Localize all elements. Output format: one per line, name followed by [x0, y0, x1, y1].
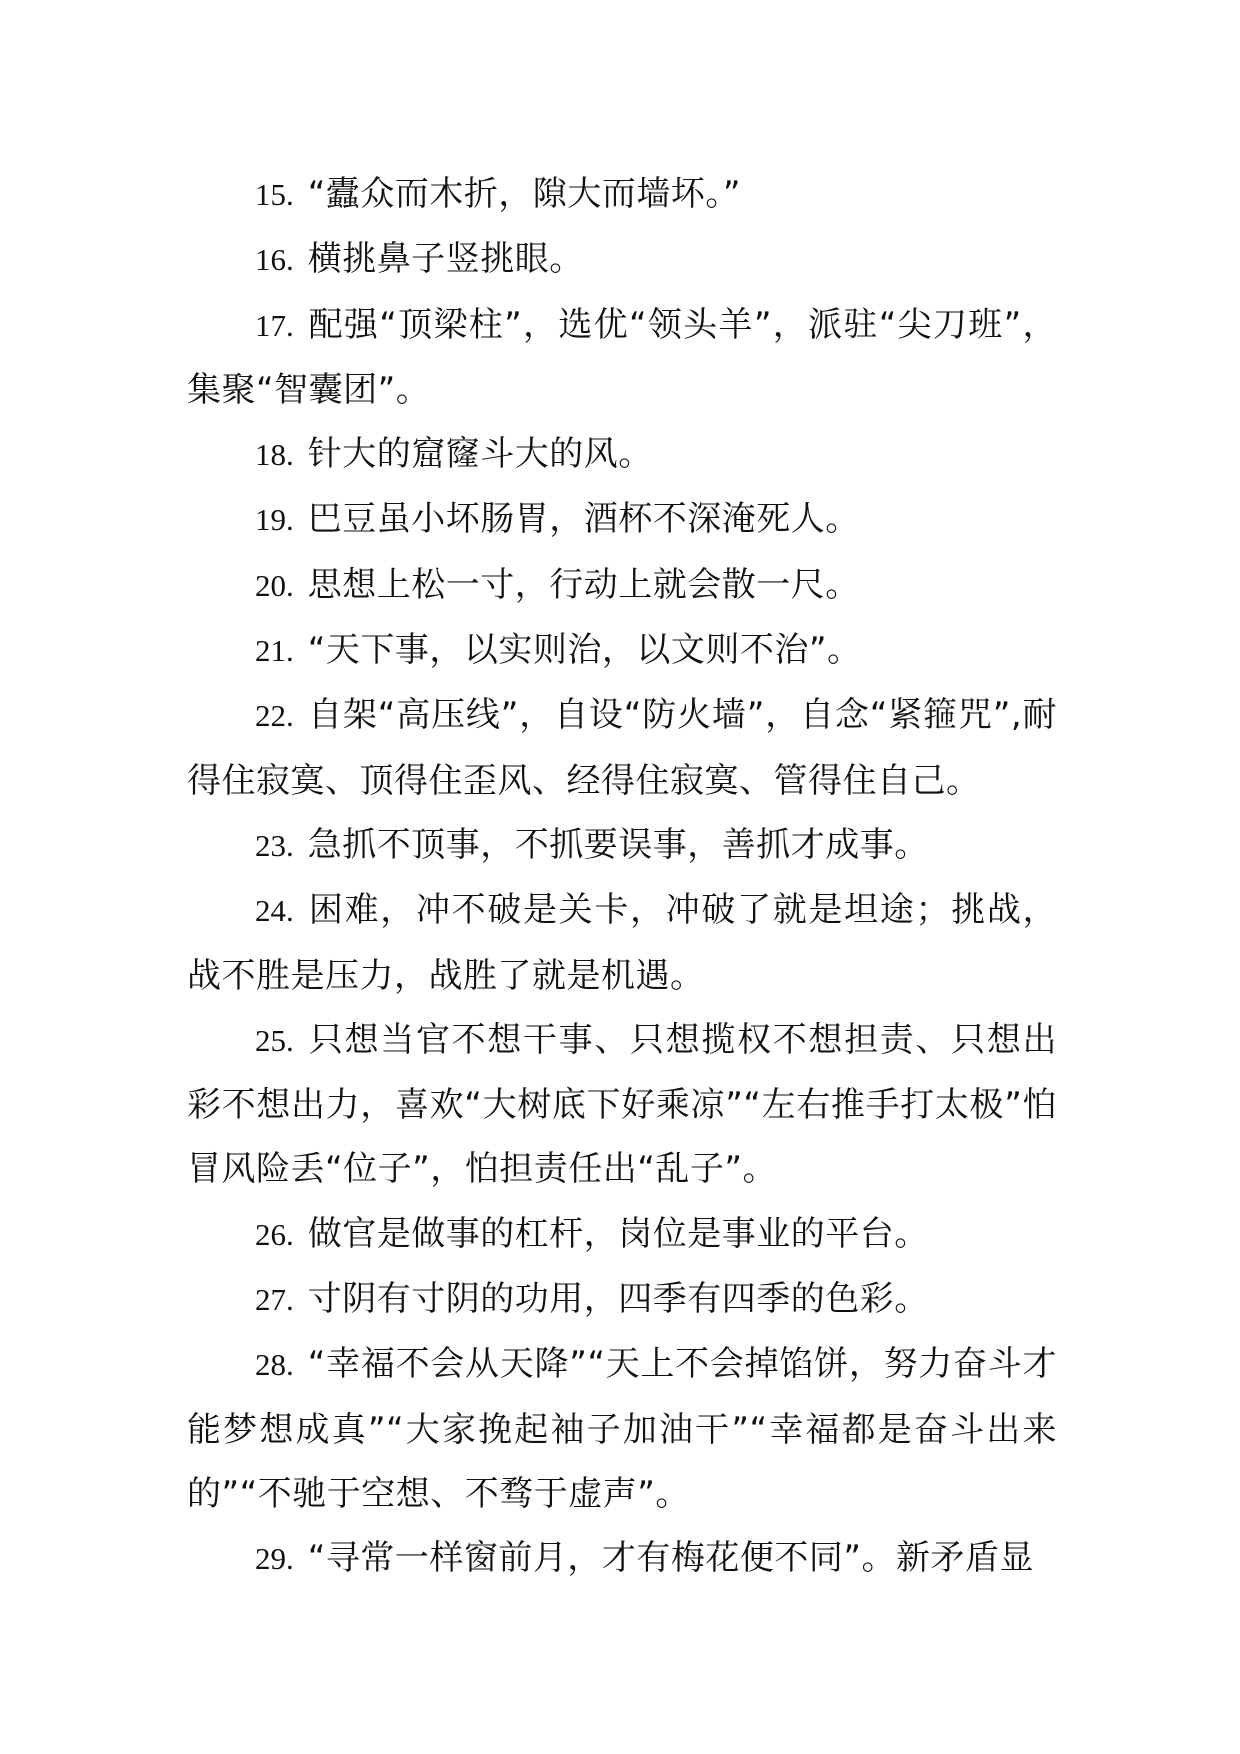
- list-item-29: [187, 1526, 1057, 1591]
- item-text: 急抓不顶事，不抓要误事，善抓才成事。: [307, 824, 929, 865]
- item-text: 自架“高压线”，自设“防火墙”，自念“紧箍咒”,耐得住寂寞、顶得住歪风、经得住寂寞、管得住自己。: [187, 695, 1057, 801]
- item-text: “幸福不会从天降”“天上不会掉馅饼，努力奋斗才能梦想成真”“大家挽起袖子加油干”“幸福都是奋斗出来的”“不驰于空想、不骛于虚声”。: [187, 1344, 1057, 1514]
- list-item-21: [187, 618, 1057, 683]
- item-text: 横挑鼻子竖挑眼。: [307, 239, 584, 280]
- list-item-19: [187, 487, 1057, 552]
- item-number: 15.: [255, 177, 294, 212]
- list-item-20: [187, 553, 1057, 618]
- item-text: “天下事，以实则治，以文则不治”。: [307, 630, 862, 671]
- item-text: 思想上松一寸，行动上就会散一尺。: [307, 564, 860, 605]
- list-item-23: [187, 813, 1057, 878]
- item-number: 27.: [255, 1282, 294, 1318]
- item-text: 巴豆虽小坏肠胃，酒杯不深淹死人。: [307, 499, 860, 540]
- item-text: 寸阴有寸阴的功用，四季有四季的色彩。: [307, 1279, 929, 1320]
- list-item-27: [187, 1267, 1057, 1332]
- item-number: 20.: [255, 567, 294, 603]
- document-body: [187, 162, 1057, 1592]
- item-number: 16.: [255, 242, 294, 278]
- item-text: 针大的窟窿斗大的风。: [307, 434, 653, 475]
- item-number: 25.: [255, 1022, 294, 1058]
- item-number: 19.: [255, 502, 294, 538]
- item-number: 28.: [255, 1347, 294, 1383]
- list-item-25: [187, 1008, 1057, 1202]
- item-text: “蠹众而木折，隙大而墙坏。”: [307, 174, 741, 214]
- item-number: 29.: [255, 1541, 294, 1577]
- item-number: 23.: [255, 827, 294, 863]
- list-item-16: [187, 227, 1057, 292]
- list-item-26: [187, 1202, 1057, 1267]
- list-item-28: [187, 1332, 1057, 1526]
- list-item-18: [187, 422, 1057, 487]
- item-number: 22.: [255, 698, 294, 734]
- list-item-15: [187, 162, 1057, 227]
- list-item-22: [187, 683, 1057, 813]
- item-text: “寻常一样窗前月，才有梅花便不同”。新矛盾显: [307, 1538, 1034, 1579]
- item-number: 18.: [255, 437, 294, 473]
- item-number: 24.: [255, 893, 294, 929]
- item-text: 做官是做事的杠杆，岗位是事业的平台。: [307, 1213, 929, 1254]
- list-item-24: [187, 878, 1057, 1008]
- item-text: 困难，冲不破是关卡，冲破了就是坦途；挑战，战不胜是压力，战胜了就是机遇。: [187, 890, 1057, 996]
- item-text: 只想当官不想干事、只想揽权不想担责、只想出彩不想出力，喜欢“大树底下好乘凉”“左右推手打太极”怕冒风险丢“位子”，怕担责任出“乱子”。: [187, 1019, 1057, 1190]
- item-number: 26.: [255, 1216, 294, 1252]
- list-item-17: [187, 293, 1057, 423]
- item-number: 21.: [255, 633, 294, 669]
- item-text: 配强“顶梁柱”，选优“领头羊”，派驻“尖刀班”，集聚“智囊团”。: [187, 304, 1057, 410]
- item-number: 17.: [255, 307, 294, 343]
